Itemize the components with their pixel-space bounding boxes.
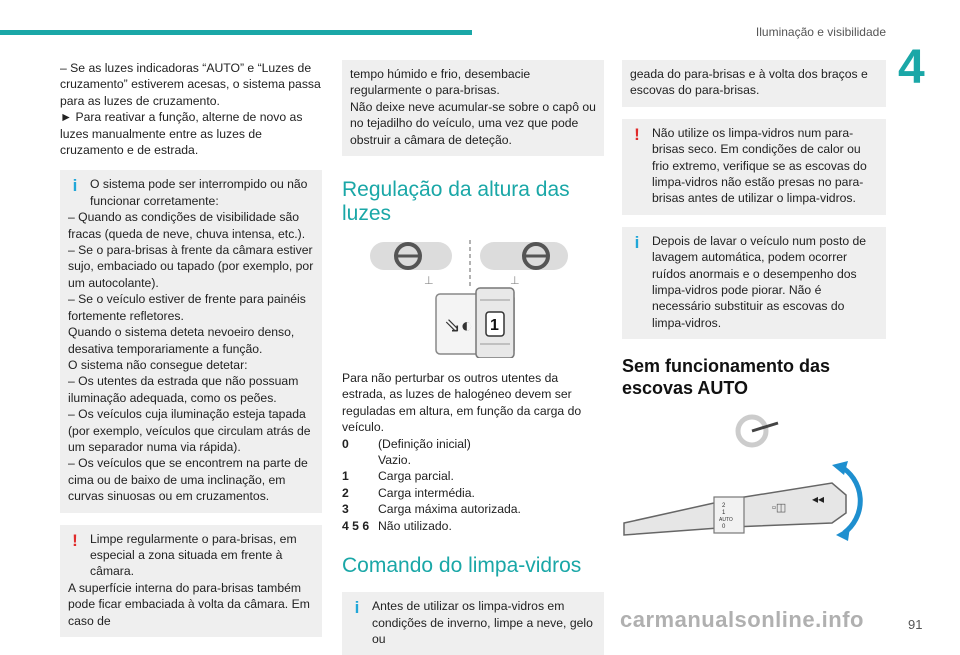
- washer-icon: ▫◫: [772, 502, 787, 515]
- wiper-stalk-ring[interactable]: [714, 497, 744, 533]
- info-line: O sistema não consegue detetar:: [68, 357, 248, 372]
- section-heading-headlamp-adjust: Regulação da altura das luzes: [342, 178, 570, 226]
- info-box-winter-wipers: [342, 592, 604, 655]
- info-box-car-wash: [622, 227, 886, 339]
- adjust-wheel-value: 1: [490, 317, 499, 335]
- paragraph-reactivate: ► Para reativar a função, alterne de novo as luzes manualmente entre as luzes de cruzamento e de estrada.: [60, 110, 303, 158]
- info-icon: i: [354, 598, 360, 618]
- info-line: Quando o sistema deteta nevoeiro denso, desativa temporariamente a função.: [68, 325, 295, 356]
- column-right: [622, 60, 886, 551]
- info-line: – Se o veículo estiver de frente para painéis fortemente refletores.: [68, 292, 306, 323]
- continued-warning-box: [342, 60, 604, 156]
- warning-line: tempo húmido e frio, desembacie regularmente o para-brisas.: [350, 67, 531, 98]
- warning-box-dry-windscreen: [622, 119, 886, 215]
- watermark: carmanualsonline.info: [620, 607, 864, 632]
- page-number: 91: [908, 617, 923, 632]
- info-line: – Os utentes da estrada que não possuam iluminação adequada, como os peões.: [68, 374, 299, 405]
- info-line: Antes de utilizar os limpa-vidros em condições de inverno, limpe a neve, gelo ou: [372, 599, 593, 646]
- warning-line: A superfície interna do para-brisas também pode ficar embaciada à volta da câmara. Em caso de: [68, 580, 310, 628]
- legend-row: 1 Carga parcial.: [342, 469, 454, 484]
- legend-row: 3 Carga máxima autorizada.: [342, 502, 521, 517]
- info-box-system-limits: [60, 170, 322, 512]
- wiper-stalk-illustration: [622, 411, 886, 551]
- warning-icon: !: [72, 530, 78, 550]
- legend-row: 2 Carga intermédia.: [342, 485, 475, 500]
- svg-text:⊥: ⊥: [424, 275, 434, 288]
- section-heading-no-auto-wipers: Sem funcionamento das escovas AUTO: [622, 356, 831, 399]
- info-line: Depois de lavar o veículo num posto de lavagem automática, podem ocorrer ruídos anormais e o desempenho dos limpa-vidros pode piorar. Não é necessário substituir as escovas do limpa-vidros.: [652, 233, 867, 330]
- warning-line: Não utilize os limpa-vidros num para-brisas seco. Em condições de calor ou frio extremo, verifique se as escovas do limpa-vidros não estão presas no para-brisas antes de utilizar o limpa-vidros.: [652, 125, 867, 206]
- info-line: – Os veículos cuja iluminação esteja tapada (por exemplo, veículos que circulam atrás de um separador numa via rápida).: [68, 407, 311, 454]
- info-line: – Quando as condições de visibilidade são fracas (queda de neve, chuva intensa, etc.).: [68, 210, 306, 241]
- legend-row: 0 (Definição inicial): [342, 436, 471, 451]
- info-line: – Os veículos que se encontrem na parte de cima ou de baixo de uma inclinação, em curvas sinuosas ou em cruzamentos.: [68, 456, 308, 504]
- warning-line: Limpe regularmente o para-brisas, em especial a zona situada em frente à câmara.: [90, 531, 297, 579]
- warning-box-camera: [60, 525, 322, 637]
- legend-row: Vazio.: [378, 453, 411, 468]
- headlamp-adjust-diagram: [370, 240, 570, 358]
- info-icon: i: [72, 176, 78, 196]
- info-line: geada do para-brisas e à volta dos braços e escovas do para-brisas.: [630, 67, 868, 98]
- column-middle: [342, 60, 604, 655]
- info-line: – Se o para-brisas à frente da câmara estiver sujo, embaciado ou tapado (por exemplo, por um autocolante).: [68, 243, 314, 290]
- paragraph-halogen-adjust: Para não perturbar os outros utentes da estrada, as luzes de halogéneo devem ser reguladas em altura, em função da carga do veículo.: [342, 371, 582, 435]
- headlamp-adjust-illustration: [370, 240, 604, 358]
- stalk-mark: AUTO: [719, 517, 733, 524]
- load-legend: [342, 436, 604, 534]
- warning-line: Não deixe neve acumular-se sobre o capô ou no tejadilho do veículo, uma vez que pode obstruir a câmara de deteção.: [350, 99, 596, 147]
- wiper-stalk-diagram: [622, 411, 872, 551]
- stalk-mark: 0: [722, 524, 726, 531]
- headlamp-level-icon: ⇘◐: [444, 315, 473, 338]
- legend-row: 4 5 6 Não utilizado.: [342, 518, 452, 533]
- warning-icon: !: [634, 124, 640, 144]
- paragraph-auto-lights: – Se as luzes indicadoras “AUTO” e “Luzes de cruzamento” estiverem acesas, o sistema passa para as luzes de cruzamento.: [60, 61, 321, 108]
- page-header-title: Iluminação e visibilidade: [755, 25, 886, 39]
- info-line: O sistema pode ser interrompido ou não funcionar corretamente:: [90, 177, 308, 208]
- rewind-icon: ◂◂: [812, 492, 825, 507]
- continued-info-box: [622, 60, 886, 107]
- svg-text:⊥: ⊥: [510, 275, 520, 288]
- column-left: [60, 60, 322, 637]
- stalk-mark: 1: [722, 510, 726, 517]
- section-heading-wiper-control: Comando do limpa-vidros: [342, 554, 582, 578]
- info-icon: i: [634, 232, 640, 252]
- chapter-number: 4: [898, 41, 925, 94]
- stalk-mark: 2: [722, 503, 726, 510]
- header-accent-bar: [0, 30, 472, 35]
